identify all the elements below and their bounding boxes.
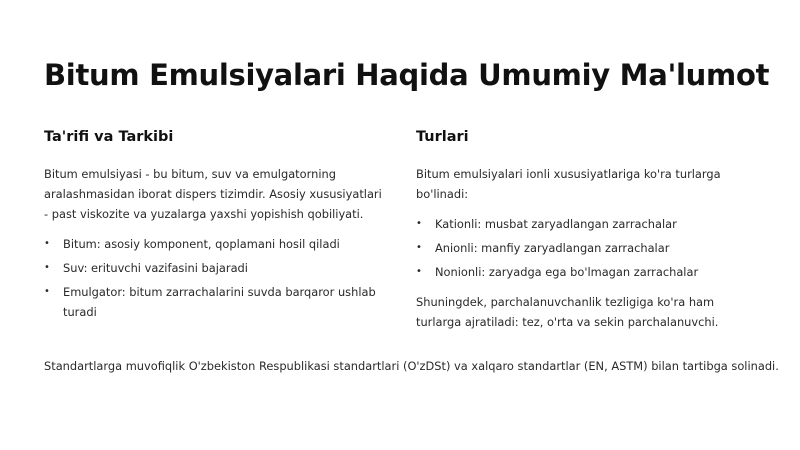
page-title: Bitum Emulsiyalari Haqida Umumiy Ma'lumot	[44, 58, 770, 92]
definition-heading: Ta'rifi va Tarkibi	[44, 129, 174, 145]
definition-section	[44, 128, 384, 326]
bullet-icon: •	[44, 262, 50, 273]
standards-note: Standartlarga muvofiqlik O'zbekiston Respublikasi standartlari (O'zDSt) va xalqaro standartlar (EN, ASTM) bilan tartibga solinadi.	[44, 359, 779, 373]
list-item-text: Kationli: musbat zaryadlangan zarrachalar	[435, 217, 677, 231]
types-paragraph: Bitum emulsiyalari ionli xususiyatlariga ko'ra turlarga bo'linadi:	[416, 167, 721, 201]
bullet-icon: •	[416, 266, 422, 277]
types-heading: Turlari	[416, 129, 469, 145]
bullet-icon: •	[44, 238, 50, 249]
list-item	[416, 262, 756, 282]
bullet-icon: •	[44, 286, 50, 297]
types-paragraph-speed: Shuningdek, parchalanuvchanlik tezligiga ko'ra ham turlarga ajratiladi: tez, o'rta va sekin parchalanuvchi.	[416, 295, 719, 329]
list-item-text: Nonionli: zaryadga ega bo'lmagan zarrachalar	[435, 265, 699, 279]
components-list	[44, 234, 384, 322]
list-item-text: Bitum: asosiy komponent, qoplamani hosil qiladi	[63, 237, 340, 251]
bullet-icon: •	[416, 242, 422, 253]
types-list	[416, 214, 756, 282]
list-item	[416, 238, 756, 258]
list-item	[44, 258, 384, 278]
list-item-text: Suv: erituvchi vazifasini bajaradi	[63, 261, 248, 275]
definition-paragraph: Bitum emulsiyasi - bu bitum, suv va emulgatorning aralashmasidan iborat dispers tizimdir. Asosiy xususiyatlari - past viskozite va yuzalarga yaxshi yopishish qobiliyati.	[44, 167, 382, 221]
list-item	[416, 214, 756, 234]
list-item	[44, 282, 384, 322]
types-section	[416, 128, 756, 332]
bullet-icon: •	[416, 218, 422, 229]
list-item-text: Anionli: manfiy zaryadlangan zarrachalar	[435, 241, 670, 255]
list-item-text: Emulgator: bitum zarrachalarini suvda barqaror ushlab turadi	[63, 285, 376, 319]
list-item	[44, 234, 384, 254]
